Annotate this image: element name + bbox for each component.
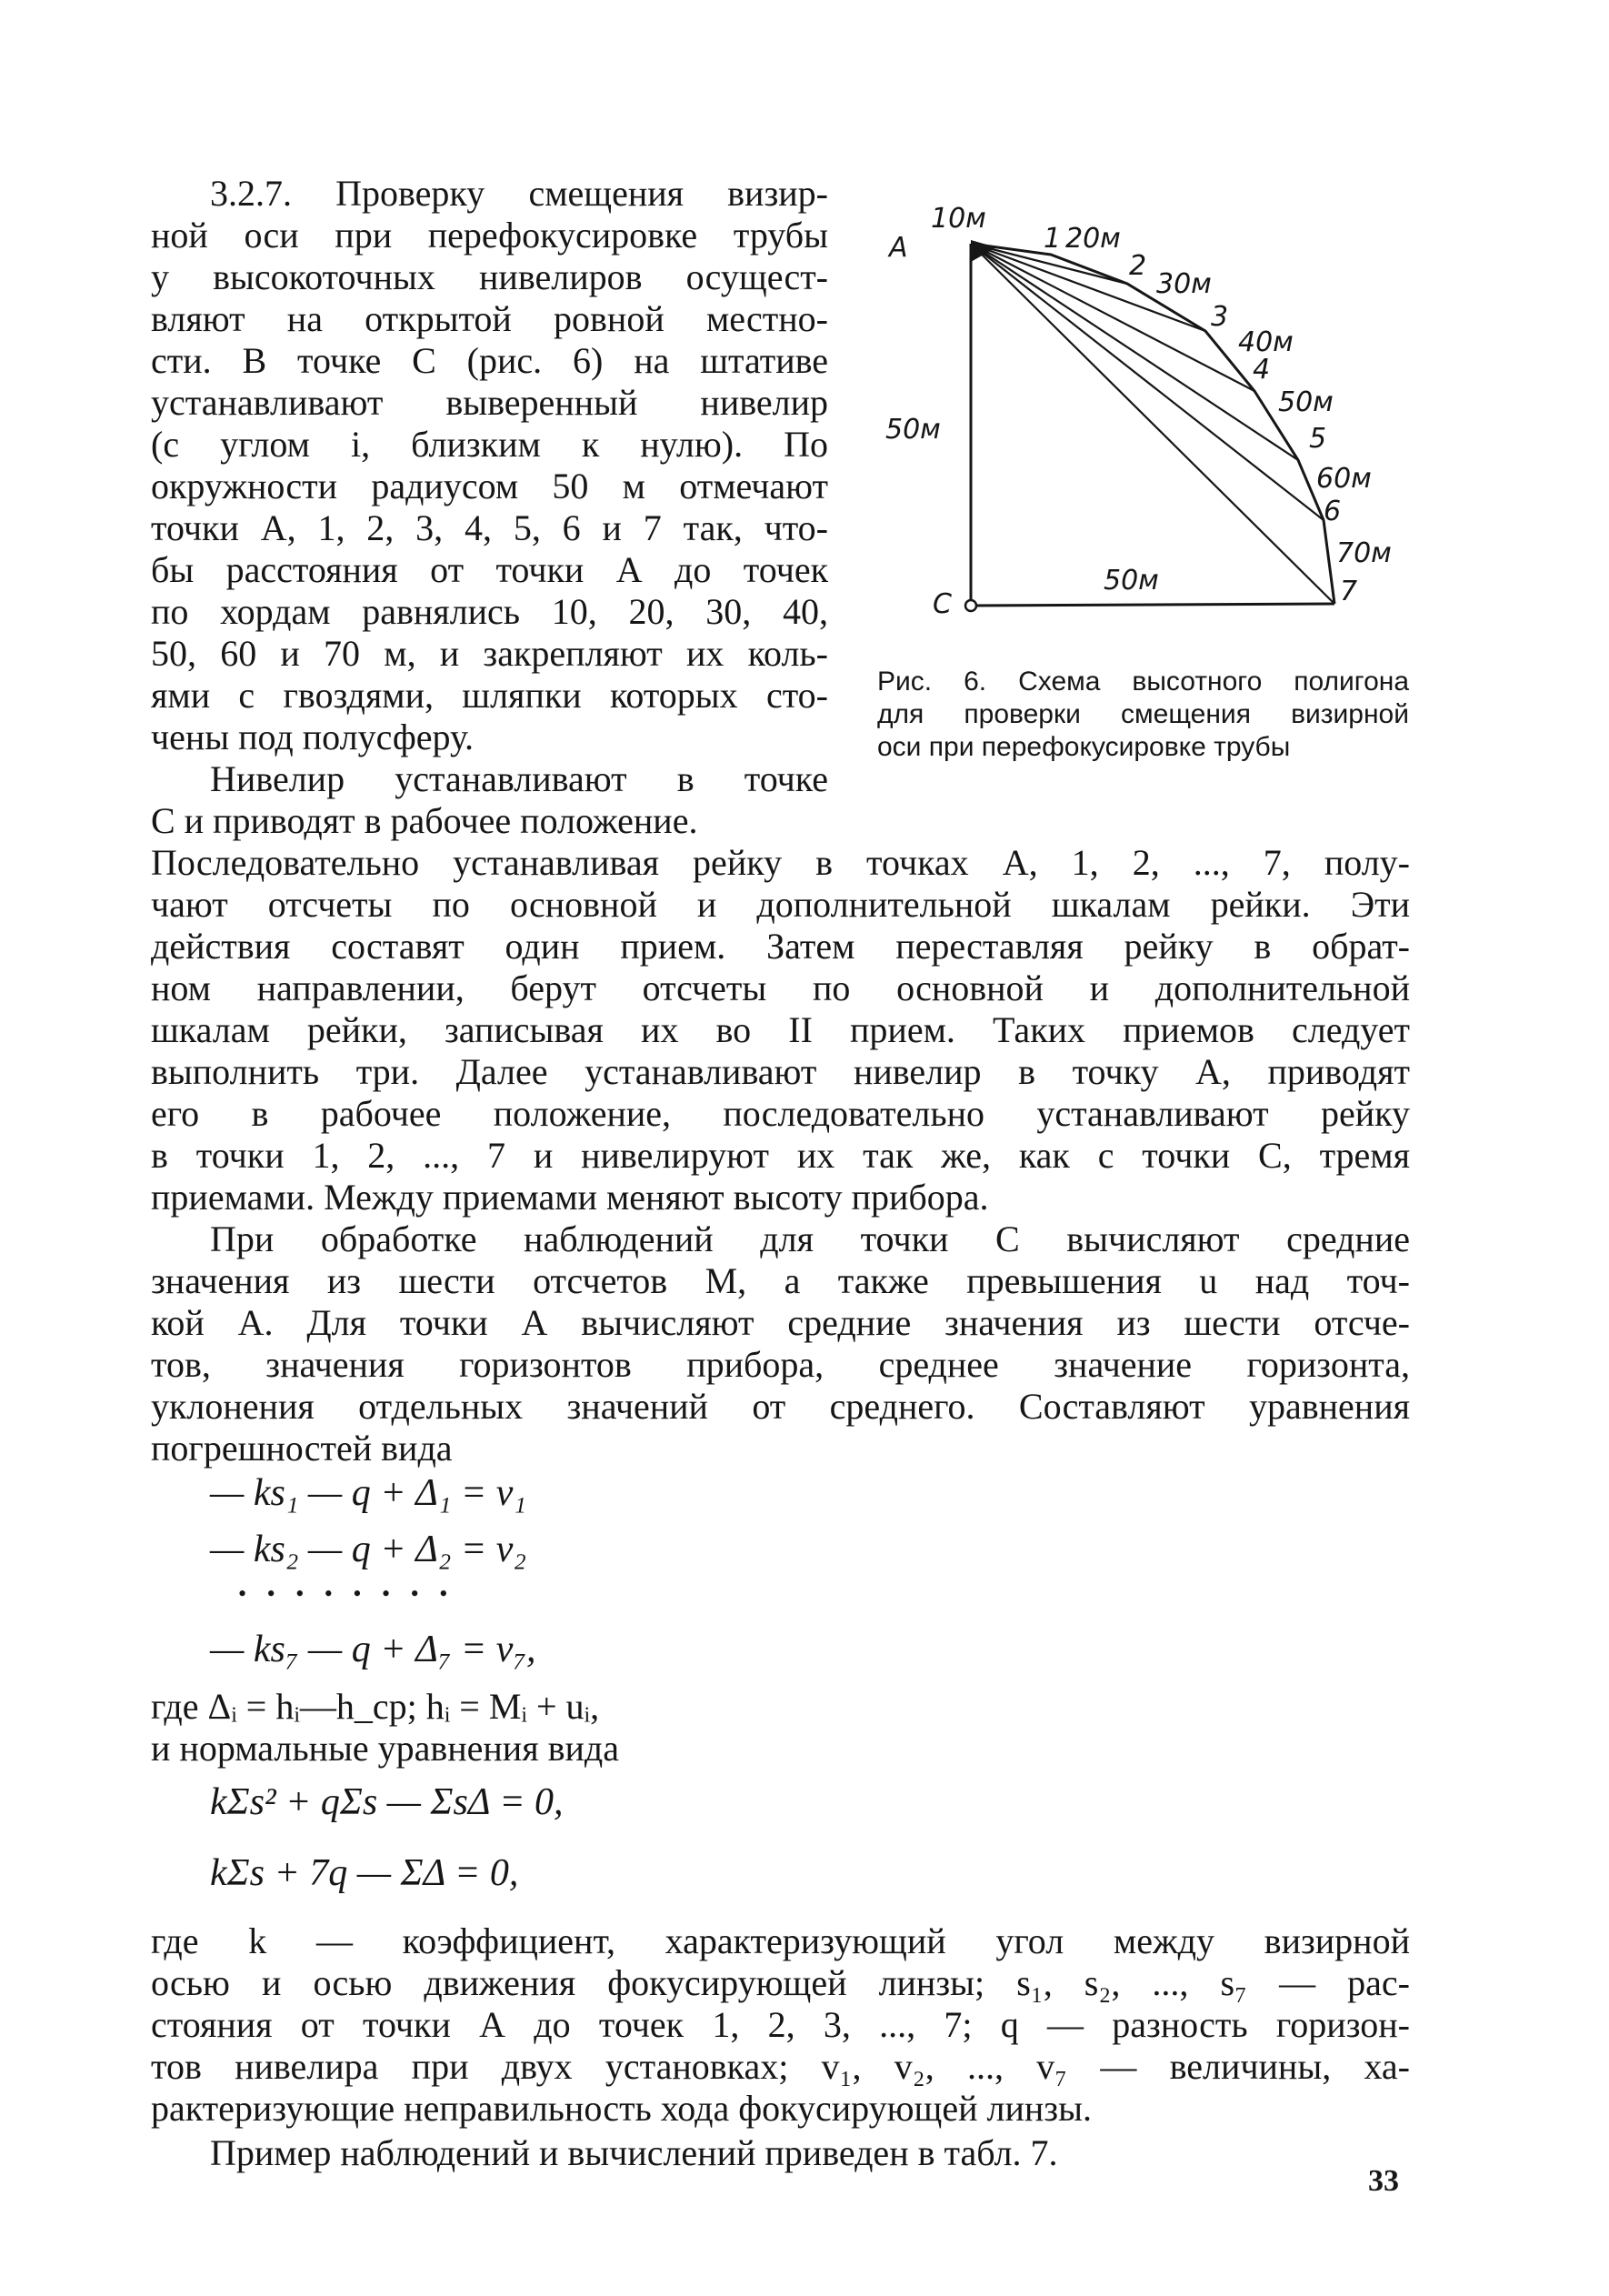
- distance-label-bottom-50m: 50м: [1104, 565, 1159, 597]
- caption-line: для проверки смещения визирной: [877, 699, 1409, 729]
- point-label-c: С: [933, 588, 952, 620]
- polygon-diagram: [873, 200, 1418, 637]
- distance-label-40m: 40м: [1238, 326, 1294, 358]
- equation-normal-1: kΣs² + qΣs — ΣsΔ = 0,: [210, 1781, 564, 1823]
- distance-label-10m: 10м: [931, 203, 986, 235]
- text-line: Последовательно устанавливая рейку в точках А, 1, 2, ..., 7, полу-: [151, 842, 1410, 883]
- where-definitions: где Δᵢ = hᵢ—h_ср; hᵢ = Mᵢ + uᵢ,: [151, 1686, 600, 1727]
- text-line: 50, 60 и 70 м, и закрепляют их коль-: [151, 633, 828, 674]
- point-label-a: А: [889, 232, 908, 264]
- text-line: его в рабочее положение, последовательно устанавливают рейку: [151, 1093, 1410, 1134]
- text-line: где k — коэффициент, характеризующий угол между визирной: [151, 1920, 1410, 1961]
- text-line: С и приводят в рабочее положение.: [151, 800, 698, 841]
- distance-label-30m: 30м: [1156, 268, 1212, 300]
- text-line: ном направлении, берут отсчеты по основной и дополнительной: [151, 968, 1410, 1008]
- distance-label-20m: 20м: [1065, 223, 1121, 255]
- text-line: стояния от точки А до точек 1, 2, 3, ..., 7; q — разность горизон-: [151, 2004, 1410, 2045]
- distance-label-70m: 70м: [1336, 537, 1392, 569]
- point-label-1: 1: [1044, 223, 1062, 255]
- text-line: кой А. Для точки А вычисляют средние значения из шести отсче-: [151, 1302, 1410, 1343]
- text-line: шкалам рейки, записывая их во II прием. Таких приемов следует: [151, 1009, 1410, 1050]
- text-line: чают отсчеты по основной и дополнительной шкалам рейки. Эти: [151, 884, 1410, 925]
- text-line: тов, значения горизонтов прибора, среднее значение горизонта,: [151, 1344, 1410, 1385]
- point-label-4: 4: [1253, 354, 1271, 386]
- diagram-lines: [965, 240, 1334, 611]
- point-label-5: 5: [1309, 423, 1327, 455]
- page-number: 33: [1368, 2164, 1399, 2198]
- text-line: 3.2.7. Проверку смещения визир-: [210, 173, 828, 214]
- equation-error-1: — ks₁ — q + Δ₁ = v₁: [210, 1472, 526, 1514]
- text-line: вляют на открытой ровной местно-: [151, 298, 828, 339]
- equation-error-7: — ks₇ — q + Δ₇ = v₇,: [210, 1629, 536, 1670]
- distance-label-left-50m: 50м: [885, 414, 941, 446]
- point-label-6: 6: [1324, 496, 1342, 527]
- text-line: действия составят один прием. Затем переставляя рейку в обрат-: [151, 926, 1410, 967]
- text-line: При обработке наблюдений для точки С вычисляют средние: [210, 1218, 1410, 1259]
- text-line: рактеризующие неправильность хода фокусирующей линзы.: [151, 2088, 1092, 2129]
- text-line: окружности радиусом 50 м отмечают: [151, 466, 828, 506]
- text-line: ной оси при перефокусировке трубы: [151, 215, 828, 256]
- point-c-marker: [965, 600, 976, 611]
- text-line: (с углом i, близким к нулю). По: [151, 424, 828, 465]
- text-line: по хордам равнялись 10, 20, 30, 40,: [151, 591, 828, 632]
- text-line: погрешностей вида: [151, 1428, 453, 1469]
- point-label-7: 7: [1340, 576, 1358, 607]
- text-line: чены под полусферу.: [151, 717, 474, 757]
- text-line: в точки 1, 2, ..., 7 и нивелируют их так же, как с точки С, тремя: [151, 1135, 1410, 1176]
- text-line: ями с гвоздями, шляпки которых сто-: [151, 675, 828, 716]
- point-label-2: 2: [1129, 250, 1147, 282]
- equation-ellipsis: • • • • • • • •: [238, 1580, 455, 1607]
- text-line: Нивелир устанавливают в точке: [210, 758, 828, 799]
- text-line: точки А, 1, 2, 3, 4, 5, 6 и 7 так, что-: [151, 507, 828, 548]
- text-line: устанавливают выверенный нивелир: [151, 382, 828, 423]
- point-label-3: 3: [1211, 301, 1229, 333]
- text-line: уклонения отдельных значений от среднего. Составляют уравнения: [151, 1386, 1410, 1427]
- text-line: осью и осью движения фокусирующей линзы; s₁, s₂, ..., s₇ — рас-: [151, 1962, 1410, 2003]
- text-line: сти. В точке С (рис. 6) на штативе: [151, 340, 828, 381]
- chord-a-6: [971, 244, 1327, 520]
- normal-equations-intro: и нормальные уравнения вида: [151, 1728, 619, 1769]
- distance-label-50m: 50м: [1278, 386, 1334, 418]
- text-line: приемами. Между приемами меняют высоту прибора.: [151, 1177, 989, 1218]
- caption-line: Рис. 6. Схема высотного полигона: [877, 667, 1409, 697]
- equation-normal-2: kΣs + 7q — ΣΔ = 0,: [210, 1852, 519, 1894]
- leg-c-7: [971, 604, 1334, 606]
- closing-sentence: Пример наблюдений и вычислений приведен в табл. 7.: [210, 2132, 1058, 2173]
- text-line: бы расстояния от точки А до точек: [151, 549, 828, 590]
- equation-error-2: — ks₂ — q + Δ₂ = v₂: [210, 1529, 526, 1570]
- text-line: у высокоточных нивелиров осущест-: [151, 256, 828, 297]
- distance-label-60m: 60м: [1316, 463, 1372, 495]
- text-line: выполнить три. Далее устанавливают нивелир в точку А, приводят: [151, 1051, 1410, 1092]
- text-line: тов нивелира при двух установках; v₁, v₂, ..., v₇ — величины, ха-: [151, 2046, 1410, 2087]
- caption-line: оси при перефокусировке трубы: [877, 732, 1291, 762]
- text-line: значения из шести отсчетов M, а также превышения u над точ-: [151, 1260, 1410, 1301]
